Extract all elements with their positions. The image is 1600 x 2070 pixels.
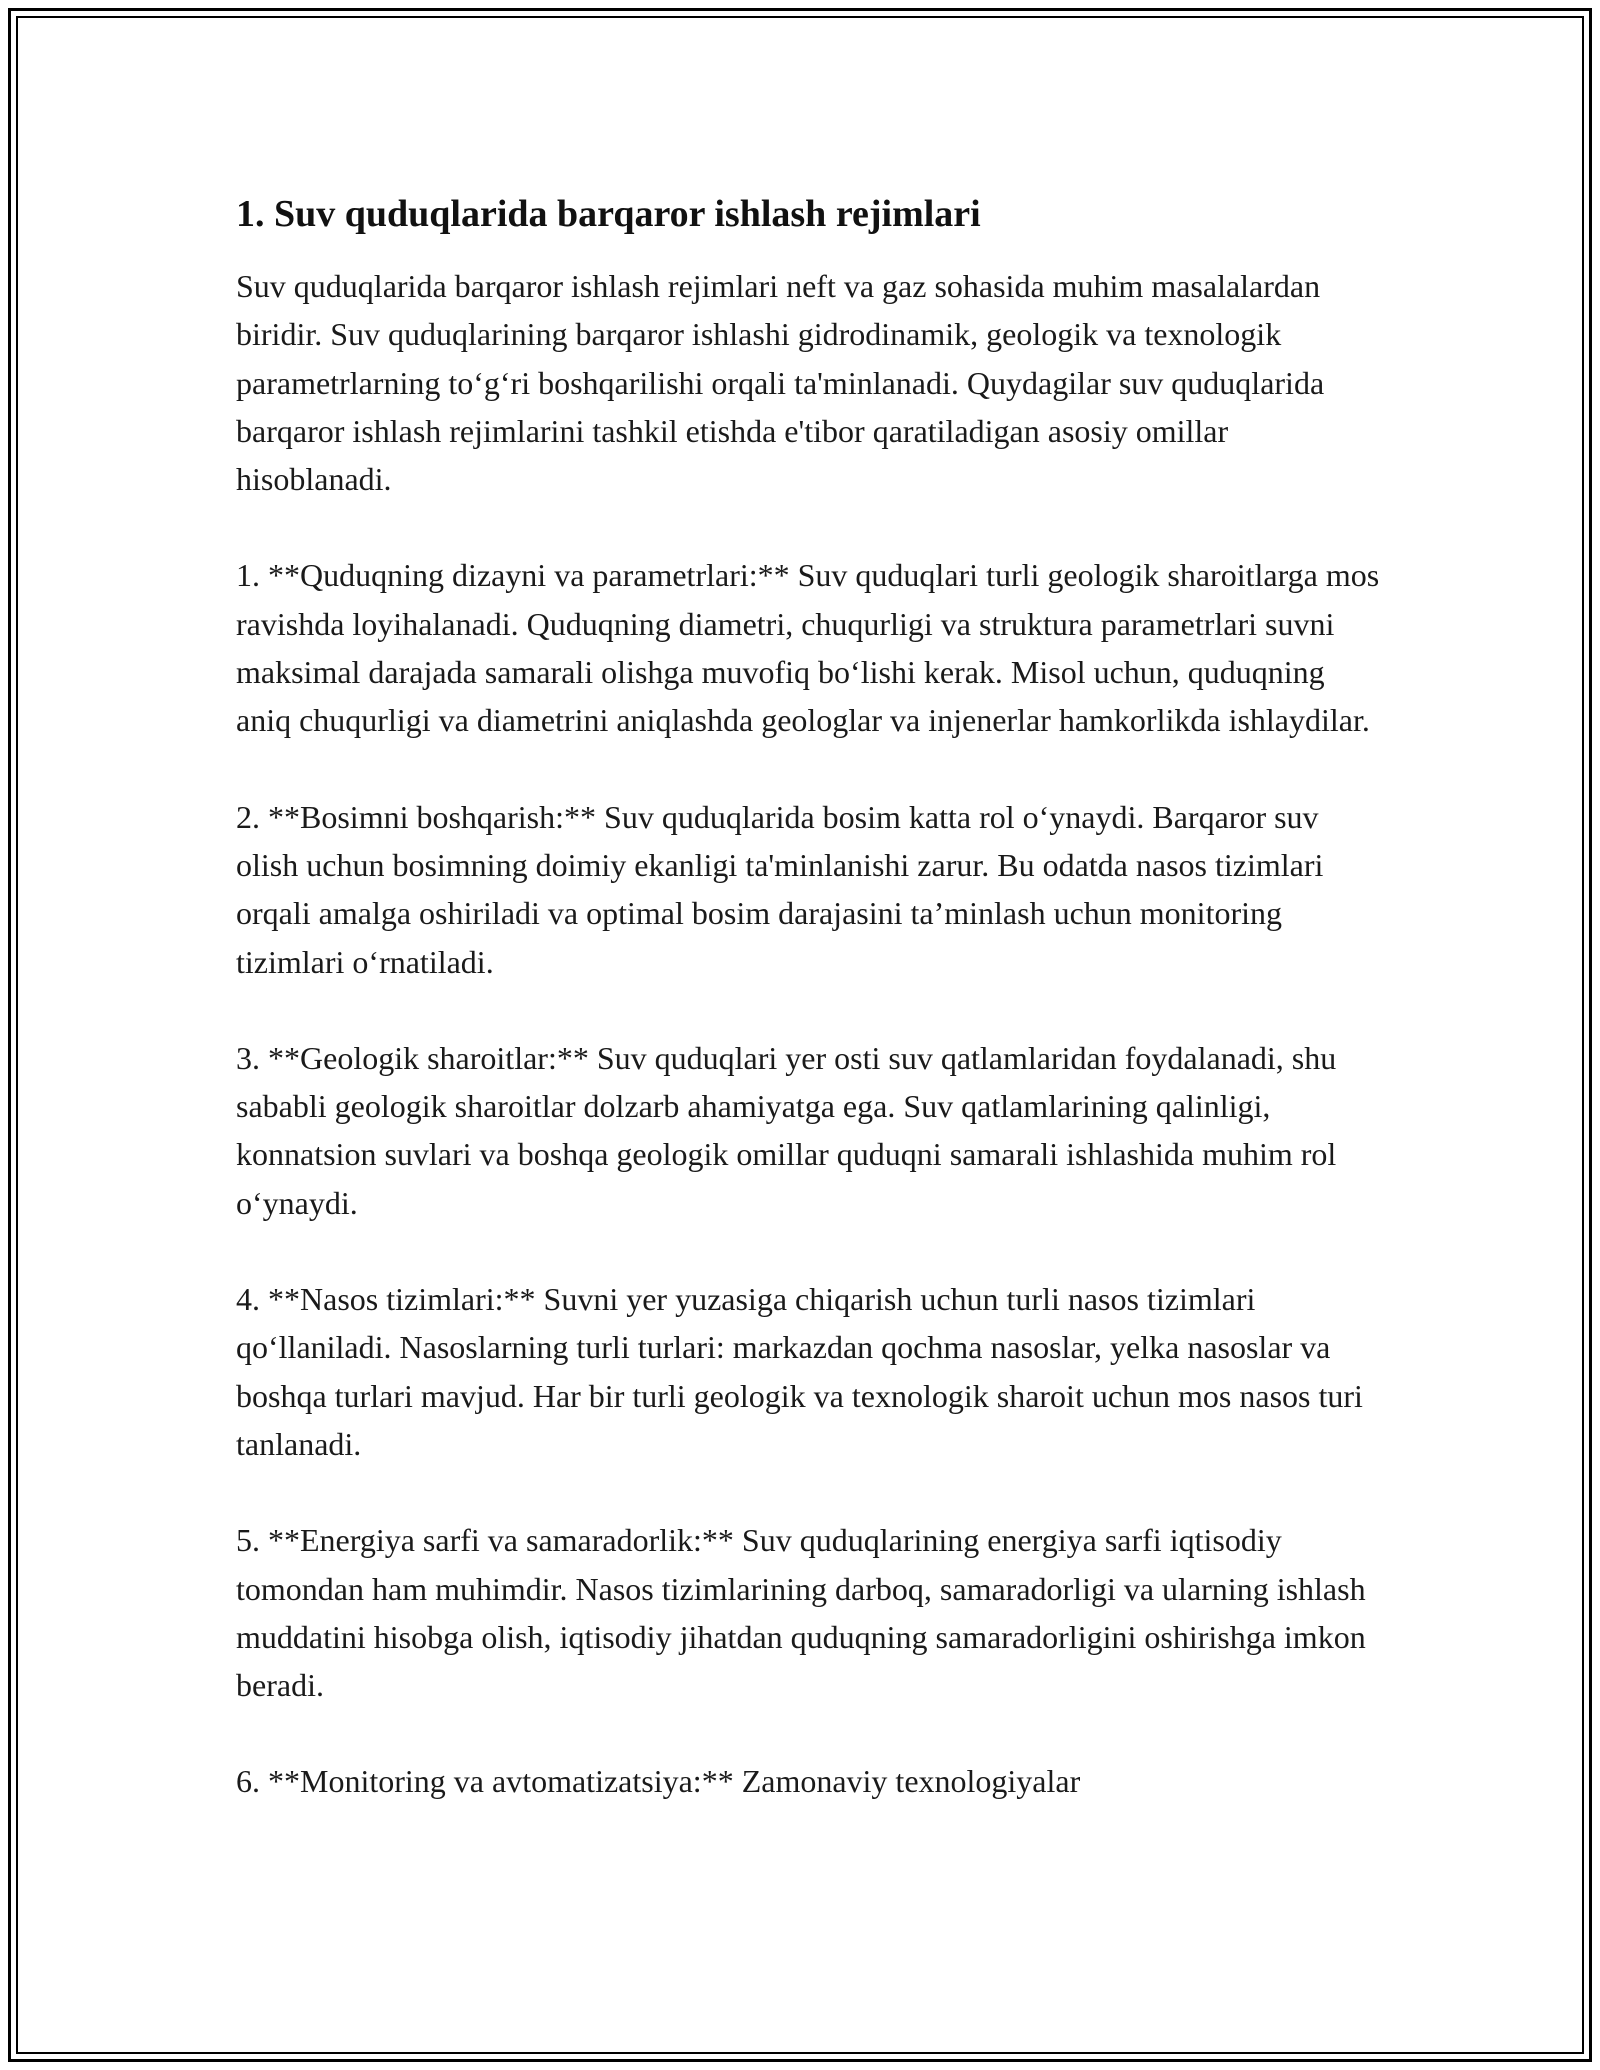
list-item-geological-conditions: 3. **Geologik sharoitlar:** Suv quduqlari yer osti suv qatlamlaridan foydalanadi, shu sababli geologik sharoitlar dolzarb ahamiyatga ega. Suv qatlamlarining qalinligi, konnatsion suvlari va boshqa geologik omillar quduqni samarali ishlashida muhim rol o‘ynaydi.: [236, 1039, 1337, 1221]
list-item-pump-systems: 4. **Nasos tizimlari:** Suvni yer yuzasiga chiqarish uchun turli nasos tizimlari qo‘llaniladi. Nasoslarning turli turlari: markazdan qochma nasoslar, yelka nasoslar va boshqa turlari mavjud. Har bir turli geologik va texnologik sharoit uchun mos nasos turi tanlanadi.: [236, 1281, 1363, 1462]
list-item-energy-efficiency: 5. **Energiya sarfi va samaradorlik:** Suv quduqlarining energiya sarfi iqtisodiy tomondan ham muhimdir. Nasos tizimlarining darboq, samaradorligi va ularning ishlash muddatini hisobga olish, iqtisodiy jihatdan quduqning samaradorligini oshirishga imkon beradi.: [236, 1522, 1366, 1704]
intro-paragraph: Suv quduqlarida barqaror ishlash rejimlari neft va gaz sohasida muhim masalalardan biridir. Suv quduqlarining barqaror ishlashi gidrodinamik, geologik va texnologik parametrlarning to‘g‘ri boshqarilishi orqali ta'minlanadi. Quydagilar suv quduqlarida barqaror ishlash rejimlarini tashkil etishda e'tibor qaratiladigan asosiy omillar hisoblanadi.: [236, 268, 1325, 498]
list-item-monitoring: 6. **Monitoring va avtomatizatsiya:** Zamonaviy texnologiyalar: [236, 1763, 1081, 1800]
list-item-pressure-control: 2. **Bosimni boshqarish:** Suv quduqlarida bosim katta rol o‘ynaydi. Barqaror suv olish uchun bosimning doimiy ekanligi ta'minlanishi zarur. Bu odatda nasos tizimlari orqali amalga oshiriladi va optimal bosim darajasini ta’minlash uchun monitoring tizimlari o‘rnatiladi.: [236, 798, 1324, 980]
list-item-well-design: 1. **Quduqning dizayni va parametrlari:** Suv quduqlari turli geologik sharoitlarga mos ravishda loyihalanadi. Quduqning diametri, chuqurligi va struktura parametrlari suvni maksimal darajada samarali olishga muvofiq bo‘lishi kerak. Misol uchun, quduqning aniq chuqurligi va diametrini aniqlashda geologlar va injenerlar hamkorlikda ishlaydilar.: [236, 557, 1380, 739]
document-title: 1. Suv quduqlarida barqaror ishlash rejimlari: [236, 193, 981, 235]
document-body: [236, 188, 1386, 1806]
